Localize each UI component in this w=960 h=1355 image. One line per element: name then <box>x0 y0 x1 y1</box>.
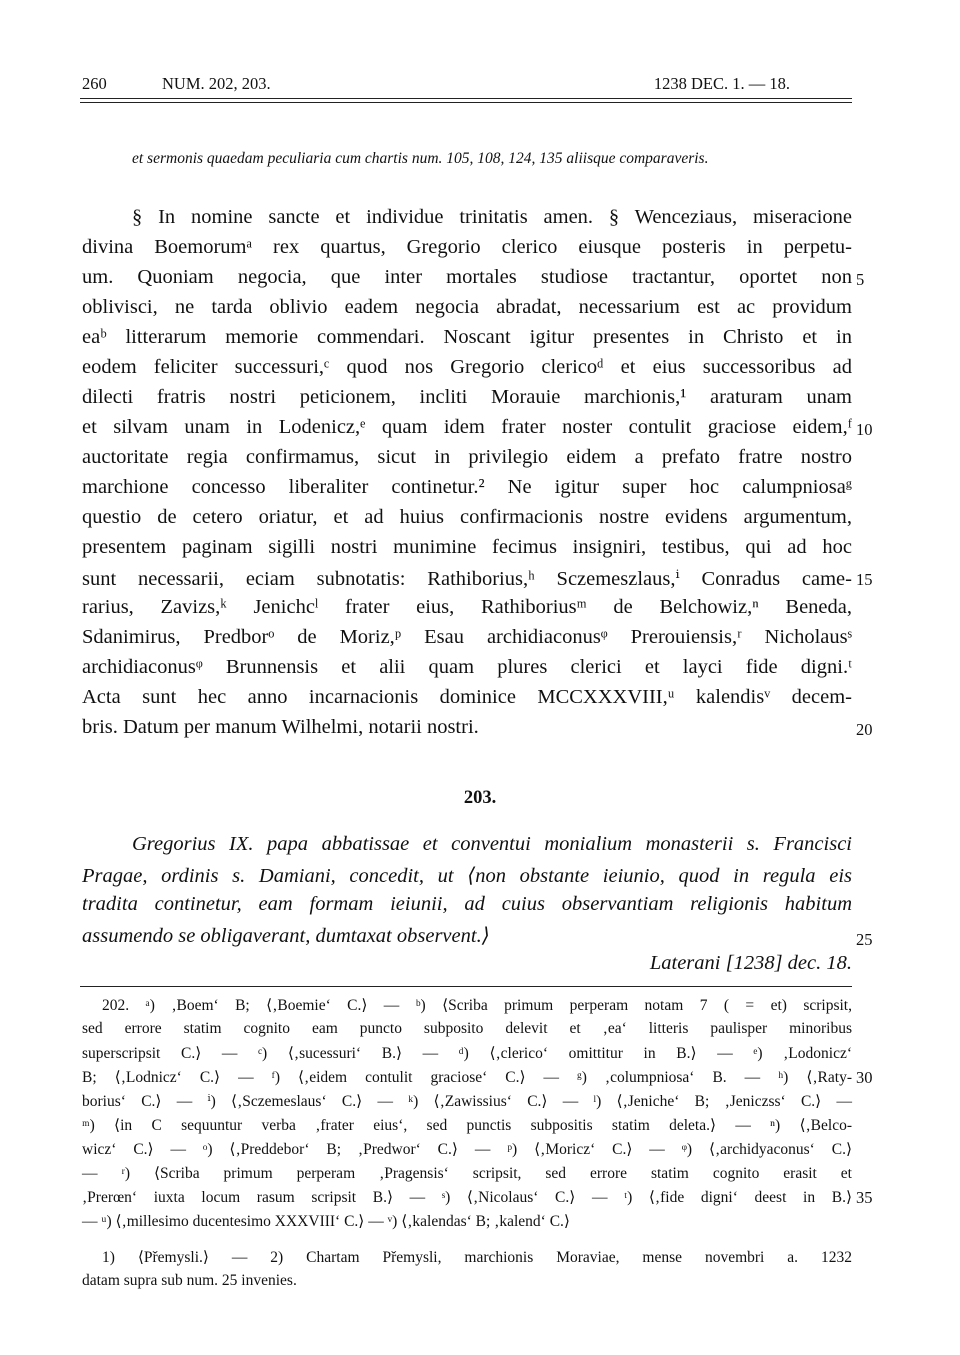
text-line: um. Quoniam negocia, que inter mortales studiose tractantur, oportet non <box>82 266 852 288</box>
footnote-line: B; ⟨‚Lodnicz‘ C.⟩ — ᶠ) ⟨‚eidem contulit graciose‘ C.⟩ — ᵍ) ‚columpniosa‘ B. — ʰ) ⟨‚Raty- <box>82 1069 852 1086</box>
date-place: Laterani [1238] dec. 18. <box>649 952 852 974</box>
text-line: § In nomine sancte et individue trinitatis amen. § Wenceziaus, miseracione <box>132 206 852 228</box>
line-number: 35 <box>856 1188 873 1207</box>
line-number: 20 <box>856 720 873 739</box>
footnote-line: superscripsit C.⟩ — ᶜ) ⟨‚sucessuri‘ B.⟩ — ᵈ) ⟨‚clerico‘ omittitur in B.⟩ — ᵉ) ‚Lodonicz‘ <box>82 1045 852 1062</box>
text-line: eaᵇ litterarum memorie commendari. Noscant igitur presentes in Christo et in <box>82 326 852 348</box>
line-number: 10 <box>856 420 873 439</box>
line-number: 30 <box>856 1068 873 1087</box>
footnote-line: — ʳ) ⟨Scriba primum perperam ‚Pragensis‘ scripsit, sed errore statim cognito erasit et <box>82 1165 852 1182</box>
text-line: oblivisci, ne tarda oblivio eadem negocia abradat, necessarium est ac providum <box>82 296 852 318</box>
header-rule-double <box>80 102 852 103</box>
footnote-line: — ᵘ) ⟨‚millesimo ducentesimo XXXVIII‘ C.⟩ — ᵛ) ⟨‚kalendas‘ B; ‚kalend‘ C.⟩ <box>82 1213 570 1230</box>
footnote-line: ᵐ) ⟨in C sequuntur verba ‚frater eius‘, sed punctis subpositis statim deleta.⟩ — ⁿ) ⟨‚Belco- <box>82 1117 852 1134</box>
footnote-line: borius‘ C.⟩ — ⁱ) ⟨‚Sczemeslaus‘ C.⟩ — ᵏ) ⟨‚Zawissius‘ C.⟩ — ˡ) ⟨‚Jeniche‘ B; ‚Jeniczss‘ C.⟩ — <box>82 1093 852 1110</box>
footnote-line: 1) ⟨Přemysli.⟩ — 2) Chartam Přemysli, marchionis Moraviae, mense novembri a. 1232 <box>102 1249 852 1266</box>
editorial-intro: et sermonis quaedam peculiaria cum chartis num. 105, 108, 124, 135 aliisque comparaveris. <box>132 150 709 167</box>
text-line: questio de cetero oriatur, et ad huius confirmacionis nostre evidens argumentum, <box>82 506 852 528</box>
text-line: marchione concesso liberaliter continetur.² Ne igitur super hoc calumpniosaᵍ <box>82 476 852 498</box>
regest-line: tradita continetur, eam formam ieiunii, ad cuius observantiam religionis habitum <box>82 893 852 915</box>
footnote-line: datam supra sub num. 25 invenies. <box>82 1272 297 1289</box>
text-line: sunt necessarii, eciam subnotatis: Rathiborius,ʰ Sczemeszlaus,ⁱ Conradus came- <box>82 568 852 590</box>
document-number-heading: 203. <box>463 788 497 808</box>
footnote-line: ‚Prerœn‘ iuxta locum rasum scripsit B.⟩ — ˢ) ⟨‚Nicolaus‘ C.⟩ — ᵗ) ⟨‚fide digni‘ deest in B.⟩ <box>82 1189 852 1206</box>
text-line: rarius, Zavizs,ᵏ Jenichcˡ frater eius, Rathiboriusᵐ de Belchowiz,ⁿ Beneda, <box>82 596 852 618</box>
text-line: eodem feliciter successuri,ᶜ quod nos Gregorio clericoᵈ et eius successoribus ad <box>82 356 852 378</box>
text-line: et silvam unam in Lodenicz,ᵉ quam idem frater noster contulit graciose eidem,ᶠ <box>82 416 852 438</box>
text-line: archidiaconusᵠ Brunnensis et alii quam plures clerici et layci fide digni.ᵗ <box>82 656 852 678</box>
document-numbers: NUM. 202, 203. <box>162 74 271 93</box>
line-number: 25 <box>856 930 873 949</box>
footnote-line: 202. ᵃ) ‚Boem‘ B; ⟨‚Boemie‘ C.⟩ — ᵇ) ⟨Scriba primum perperam notam 7 ( = et) scripsit, <box>102 997 852 1014</box>
running-header <box>82 74 852 96</box>
text-line: presentem paginam sigilli nostri munimine fecimus insigniri, testibus, qui ad hoc <box>82 536 852 558</box>
text-line: dilecti fratris nostri peticionem, incliti Morauie marchionis,¹ araturam unam <box>82 386 852 408</box>
line-number: 15 <box>856 570 873 589</box>
regest-line: Pragae, ordinis s. Damiani, concedit, ut ⟨non obstante ieiunio, quod in regula eis <box>82 865 852 887</box>
regest-line: assumendo se obligaverant, dumtaxat observent.⟩ <box>82 925 490 947</box>
date-range: 1238 DEC. 1. — 18. <box>653 74 790 93</box>
footnote-rule <box>80 986 852 987</box>
text-line: Acta sunt hec anno incarnacionis dominice MCCXXXVIII,ᵘ kalendisᵛ decem- <box>82 686 852 708</box>
text-line: bris. Datum per manum Wilhelmi, notarii nostri. <box>82 716 479 738</box>
footnote-line: sed errore statim cognito eam puncto subposito delevit et ‚ea‘ litteris paulisper minoribus <box>82 1020 852 1037</box>
page-number: 260 <box>82 74 107 93</box>
header-rule <box>80 98 852 99</box>
text-line: auctoritate regia confirmamus, sicut in privilegio eidem a prefato fratre nostro <box>82 446 852 468</box>
text-line: divina Boemorumᵃ rex quartus, Gregorio clerico eiusque posteris in perpetu- <box>82 236 852 258</box>
line-number: 5 <box>856 270 865 289</box>
regest-line: Gregorius IX. papa abbatissae et conventui monialium monasterii s. Francisci <box>132 833 852 855</box>
footnote-line: wicz‘ C.⟩ — ᵒ) ⟨‚Preddebor‘ B; ‚Predwor‘ C.⟩ — ᵖ) ⟨‚Moricz‘ C.⟩ — ᵠ) ⟨‚archidyaconus‘ C.⟩ <box>82 1141 852 1158</box>
text-line: Sdanimirus, Predborᵒ de Moriz,ᵖ Esau archidiaconusᵠ Prerouiensis,ʳ Nicholausˢ <box>82 626 852 648</box>
